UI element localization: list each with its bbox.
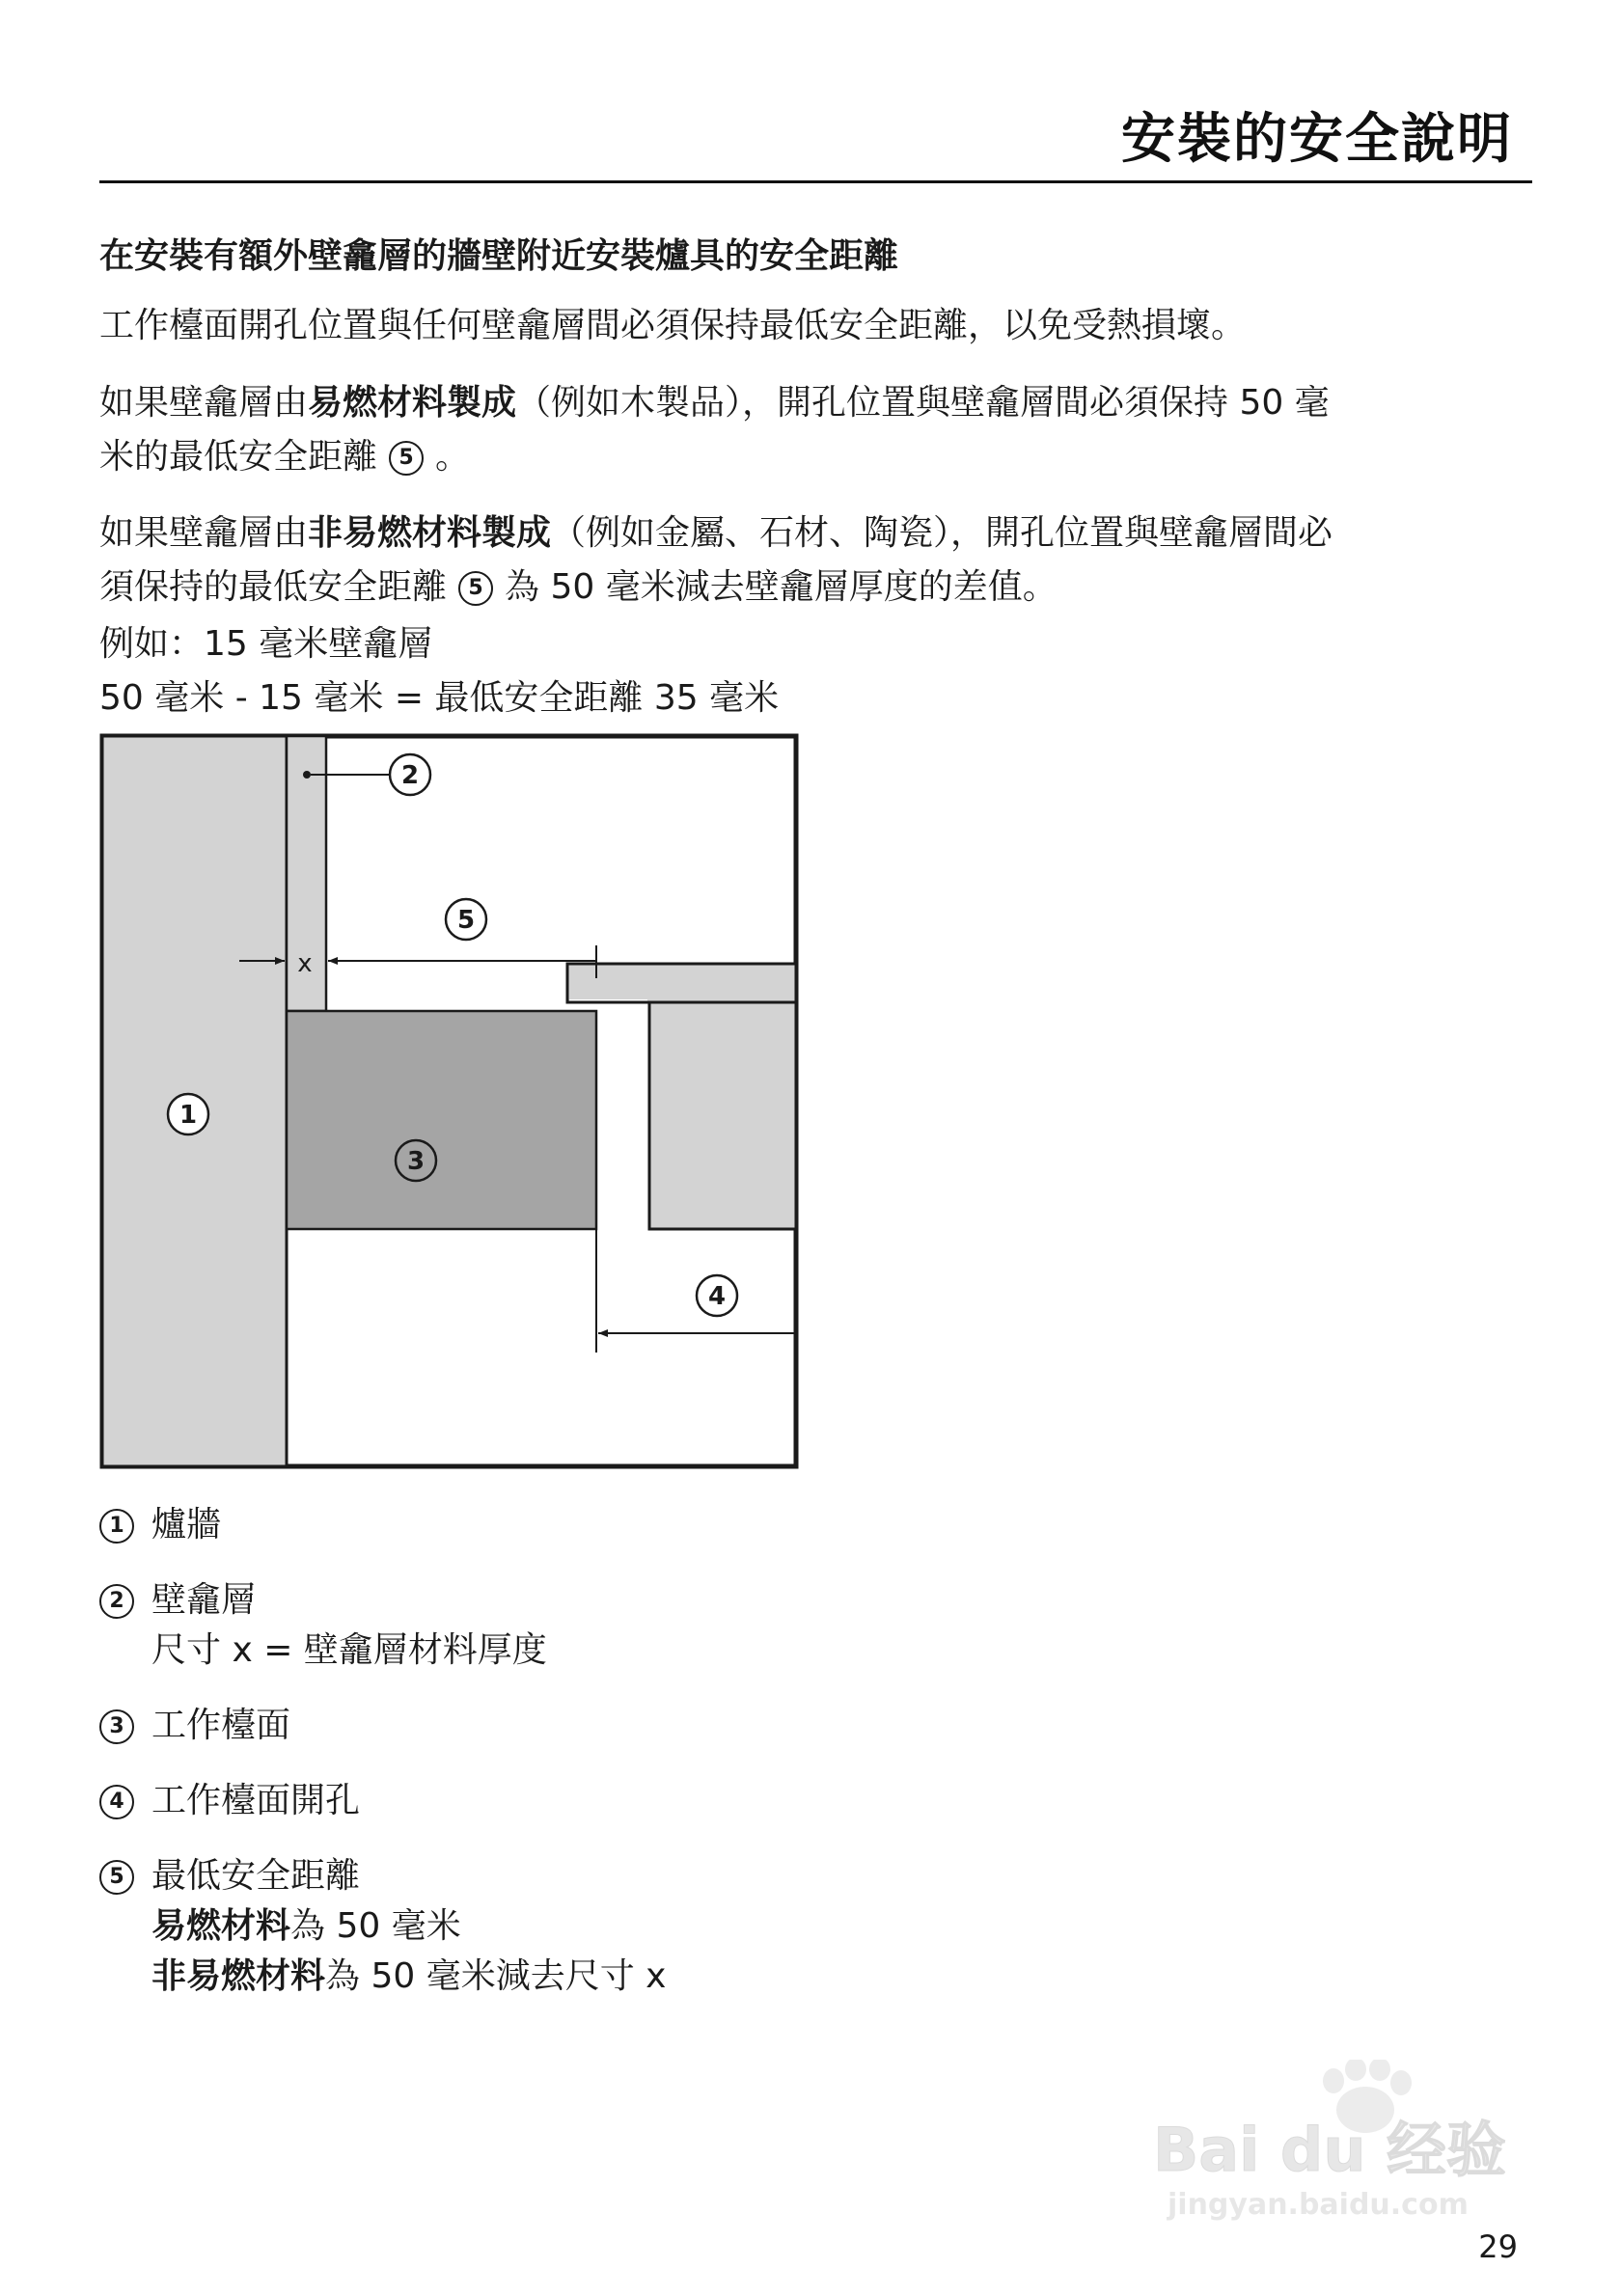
appliance-rim: [567, 964, 796, 1002]
p2-line2-pre: 米的最低安全距離: [99, 437, 378, 477]
ref-5-marker: 5: [389, 441, 424, 476]
section-heading: 在安裝有額外壁龕層的牆壁附近安裝爐具的安全距離: [99, 236, 899, 276]
watermark-url: jingyan.baidu.com: [1168, 2188, 1469, 2222]
legend-sub-5b-bold: 非易燃材料: [151, 1956, 326, 1996]
legend-item-2: [99, 1575, 968, 1676]
legend-num-4: 4: [99, 1785, 134, 1819]
paw-toe-3: [1369, 2060, 1390, 2081]
diagram-legend: [99, 1500, 968, 2027]
p3-line2-post: 為 50 毫米減去壁龕層厚度的差值。: [505, 567, 1058, 607]
legend-sub-5a: [151, 1901, 968, 1952]
label-3-text: 3: [406, 1147, 426, 1176]
legend-item-1: [99, 1500, 968, 1550]
legend-sub-5b-rest: 為 50 毫米減去尺寸 x: [325, 1956, 667, 1996]
legend-label-2: 壁龕層: [151, 1580, 257, 1620]
header-divider: [99, 180, 1532, 183]
worktop: [287, 1011, 596, 1229]
legend-label-4: 工作檯面開孔: [151, 1781, 361, 1820]
paragraph-combustible: [99, 376, 1529, 484]
baidu-watermark: [1148, 2060, 1553, 2224]
paragraph-intro: 工作檯面開孔位置與任何壁龕層間必須保持最低安全距離，以免受熱損壞。: [99, 306, 1247, 345]
example-block: [99, 617, 1529, 725]
example-line-2: 50 毫米 - 15 毫米 = 最低安全距離 35 毫米: [99, 678, 780, 718]
paw-toe-4: [1390, 2070, 1412, 2095]
p3-line2-pre: 須保持的最低安全距離: [99, 567, 448, 607]
legend-item-3: [99, 1701, 968, 1751]
page-number: 29: [1478, 2228, 1518, 2265]
paw-toe-1: [1323, 2068, 1344, 2093]
page-title: 安裝的安全說明: [1121, 108, 1513, 171]
appliance-body: [649, 1002, 796, 1229]
legend-sub-5a-bold: 易燃材料: [151, 1906, 291, 1946]
paragraph-noncombustible: [99, 506, 1529, 615]
legend-label-1: 爐牆: [151, 1505, 222, 1544]
legend-item-5: [99, 1851, 968, 2002]
legend-label-3: 工作檯面: [151, 1706, 291, 1745]
legend-num-5: 5: [99, 1860, 134, 1895]
legend-item-4: [99, 1776, 968, 1826]
p3-line1-rest: （例如金屬、石材、陶瓷），開孔位置與壁龕層間必: [551, 513, 1333, 553]
label-5-text: 5: [456, 906, 476, 935]
legend-num-1: 1: [99, 1509, 134, 1544]
p2-pre: 如果壁龕層由: [99, 383, 309, 423]
legend-sub-2: 尺寸 x = 壁龕層材料厚度: [151, 1630, 547, 1670]
ref-5-marker: 5: [458, 571, 493, 606]
p3-pre: 如果壁龕層由: [99, 513, 309, 553]
legend-label-5: 最低安全距離: [151, 1856, 361, 1896]
p3-bold: 非易燃材料製成: [308, 513, 552, 553]
installation-diagram: [99, 733, 799, 1471]
example-line-1: 例如：15 毫米壁龕層: [99, 624, 433, 664]
watermark-brand: Bai du 经验: [1153, 2115, 1507, 2185]
label-2-text: 2: [400, 761, 420, 790]
label-2-dot: [303, 771, 311, 779]
legend-sub-5a-rest: 為 50 毫米: [290, 1906, 461, 1946]
p2-bold: 易燃材料製成: [308, 383, 517, 423]
label-1-text: 1: [179, 1101, 198, 1130]
p2-line1-rest: （例如木製品），開孔位置與壁龕層間必須保持 50 毫: [516, 383, 1330, 423]
label-4-text: 4: [707, 1282, 727, 1311]
p2-line2-post: 。: [435, 437, 471, 477]
legend-num-2: 2: [99, 1584, 134, 1619]
paw-toe-2: [1345, 2060, 1366, 2081]
legend-sub-5b: [151, 1952, 968, 2002]
x-dim-label: x: [297, 949, 313, 978]
legend-num-3: 3: [99, 1709, 134, 1744]
